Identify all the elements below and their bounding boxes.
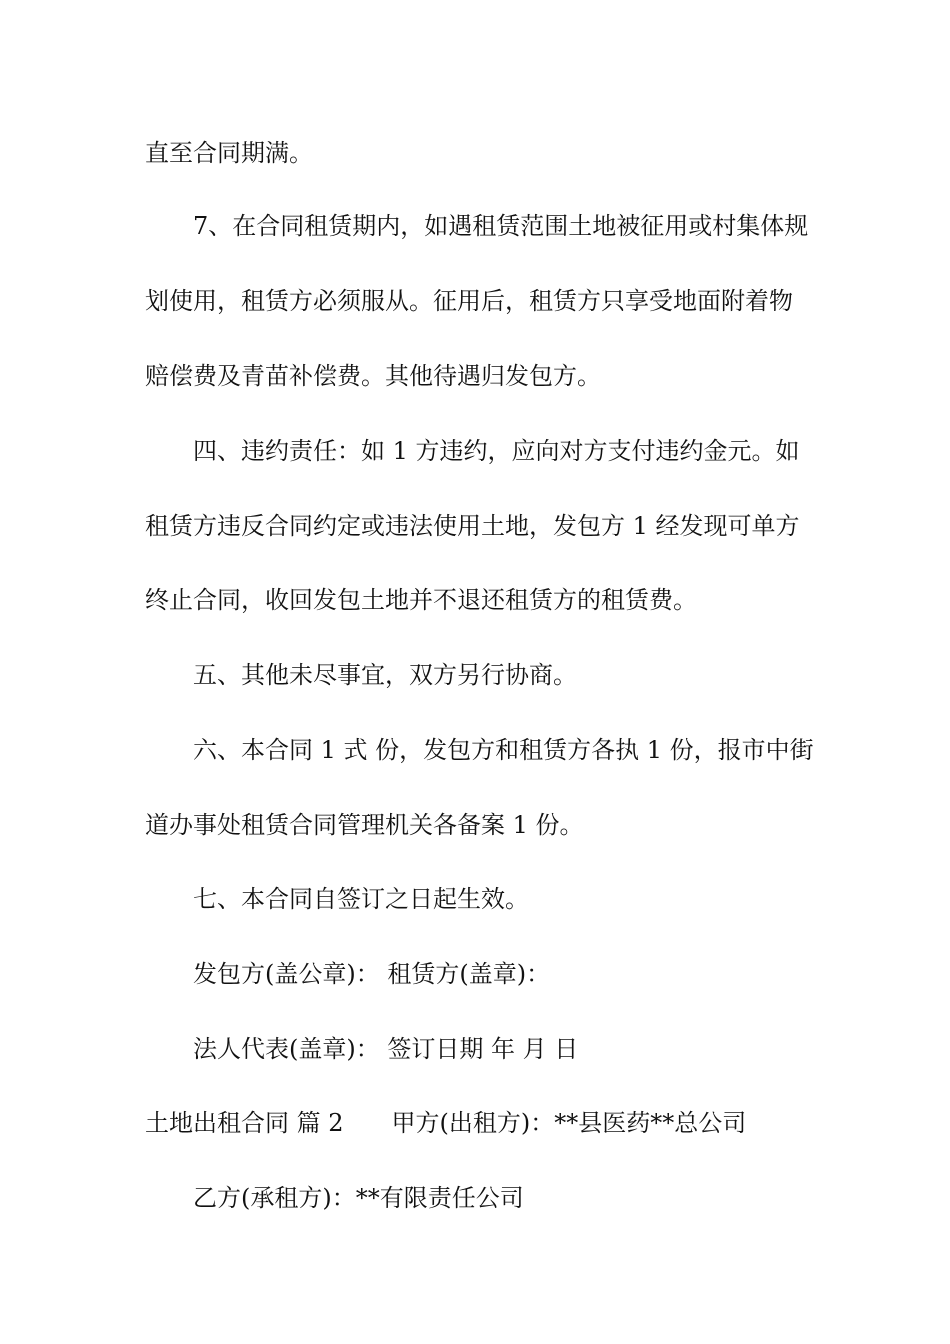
signature-line: 发包方(盖公章)： 租赁方(盖章)： <box>193 960 551 988</box>
section-heading-line <box>145 1108 746 1138</box>
paragraph-line: 道办事处租赁合同管理机关各备案 1 份。 <box>145 811 584 839</box>
paragraph-line: 五、其他未尽事宜，双方另行协商。 <box>193 661 577 689</box>
paragraph-line: 划使用，租赁方必须服从。征用后，租赁方只享受地面附着物 <box>145 287 793 315</box>
paragraph-line: 七、本合同自签订之日起生效。 <box>193 885 529 913</box>
party-b: 乙方(承租方)：**有限责任公司 <box>193 1184 524 1212</box>
party-a: 甲方(出租方)：**县医药**总公司 <box>391 1109 747 1137</box>
paragraph-line: 7、在合同租赁期内，如遇租赁范围土地被征用或村集体规 <box>193 212 809 240</box>
paragraph-line: 直至合同期满。 <box>145 139 313 167</box>
paragraph-line: 赔偿费及青苗补偿费。其他待遇归发包方。 <box>145 362 601 390</box>
section-title: 土地出租合同 篇 2 <box>145 1109 344 1137</box>
signature-line: 法人代表(盖章)： 签订日期 年 月 日 <box>193 1035 579 1063</box>
paragraph-line: 终止合同，收回发包土地并不退还租赁方的租赁费。 <box>145 586 697 614</box>
paragraph-line: 租赁方违反合同约定或违法使用土地，发包方 1 经发现可单方 <box>145 512 800 540</box>
paragraph-line: 六、本合同 1 式 份，发包方和租赁方各执 1 份，报市中街 <box>193 736 814 764</box>
paragraph-line: 四、违约责任：如 1 方违约，应向对方支付违约金元。如 <box>193 437 800 465</box>
